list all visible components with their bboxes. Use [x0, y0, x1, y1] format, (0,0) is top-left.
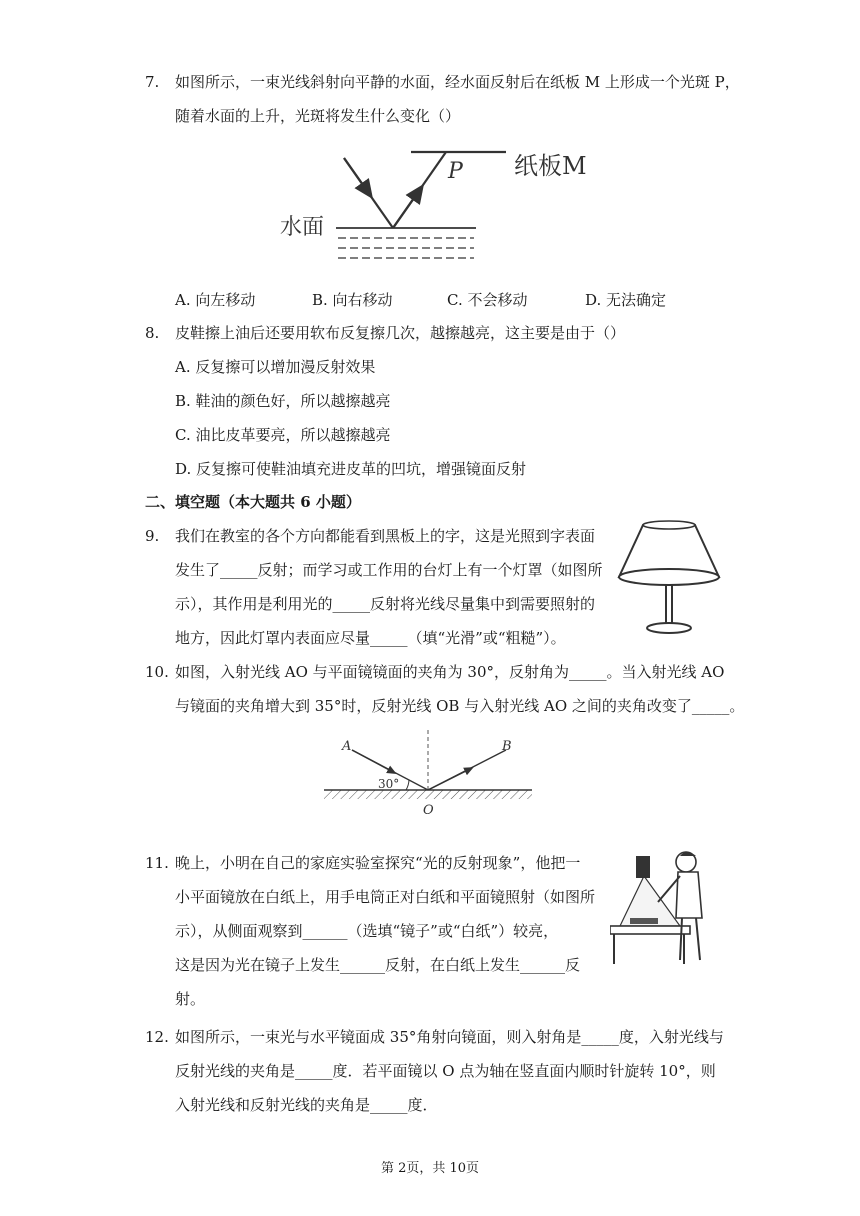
mirror-paper: [630, 918, 658, 924]
lamp-base: [647, 623, 691, 633]
page-footer: 第 2页，共 10页: [380, 1161, 480, 1176]
label-angle: 30°: [378, 777, 400, 791]
question-text: 随着水面的上升，光斑将发生什么变化（）: [175, 107, 461, 125]
flashlight-icon: [636, 856, 650, 878]
question-text: 地方，因此灯罩内表面应尽量_____（填“光滑”或“粗糙”）。: [175, 629, 566, 647]
flashlight-experiment-figure: [610, 848, 720, 966]
question-number: 11.: [145, 854, 169, 872]
label-p: P: [448, 159, 463, 184]
table-top: [610, 926, 690, 934]
question-text: 我们在教室的各个方向都能看到黑板上的字，这是光照到字表面: [175, 527, 596, 545]
question-text: 晚上，小明在自己的家庭实验室探究“光的反射现象”，他把一: [175, 854, 581, 872]
option-b: B. 向右移动: [312, 291, 393, 309]
section-heading: 二、填空题（本大题共 6 小题）: [145, 493, 361, 511]
question-text: 与镜面的夹角增大到 35°时，反射光线 OB 与入射光线 AO 之间的夹角改变了_____。: [175, 697, 745, 715]
question-text: 如图所示，一束光线斜射向平静的水面，经水面反射后在纸板 M 上形成一个光斑 P，: [175, 73, 740, 91]
person-body: [676, 872, 702, 918]
question-text: 如图所示，一束光与水平镜面成 35°角射向镜面，则入射角是_____度，入射光线与: [175, 1028, 724, 1046]
mirror-reflection-figure: [318, 728, 538, 818]
option-c: C. 油比皮革要亮，所以越擦越亮: [175, 426, 391, 444]
label-a: A: [342, 739, 352, 754]
question-number: 8.: [145, 324, 160, 342]
question-number: 9.: [145, 527, 160, 545]
question-text: 小平面镜放在白纸上，用手电筒正对白纸和平面镜照射（如图所: [175, 888, 596, 906]
question-text: 发生了_____反射；而学习或工作用的台灯上有一个灯罩（如图所: [175, 561, 603, 579]
option-b: B. 鞋油的颜色好，所以越擦越亮: [175, 392, 391, 410]
option-a: A. 反复擦可以增加漫反射效果: [175, 358, 376, 376]
question-text: 示），其作用是利用光的_____反射将光线尽量集中到需要照射的: [175, 595, 596, 613]
label-b: B: [502, 739, 512, 754]
question-text: 如图，入射光线 AO 与平面镜镜面的夹角为 30°，反射角为_____。当入射光线 AO: [175, 663, 725, 681]
option-d: D. 反复擦可使鞋油填充进皮革的凹坑，增强镜面反射: [175, 460, 527, 478]
label-water: 水面: [280, 215, 325, 240]
question-text: 入射光线和反射光线的夹角是_____度．: [175, 1096, 438, 1114]
label-board: 纸板M: [514, 152, 587, 180]
question-text: 皮鞋擦上油后还要用软布反复擦几次，越擦越亮，这主要是由于（）: [175, 324, 626, 342]
question-text: 这是因为光在镜子上发生______反射，在白纸上发生______反: [175, 956, 581, 974]
desk-lamp-figure: [615, 515, 725, 645]
water-reflection-figure: [276, 140, 596, 280]
question-text: 示），从侧面观察到______（选填“镜子”或“白纸”）较亮，: [175, 922, 559, 940]
option-d: D. 无法确定: [585, 291, 667, 309]
question-number: 7.: [145, 73, 160, 91]
option-c: C. 不会移动: [447, 291, 528, 309]
question-text: 射。: [175, 990, 206, 1008]
option-a: A. 向左移动: [175, 291, 256, 309]
label-o: O: [423, 803, 434, 818]
question-text: 反射光线的夹角是_____度．若平面镜以 O 点为轴在竖直面内顺时针旋转 10°，则: [175, 1062, 716, 1080]
question-number: 12.: [145, 1028, 169, 1046]
question-number: 10.: [145, 663, 169, 681]
